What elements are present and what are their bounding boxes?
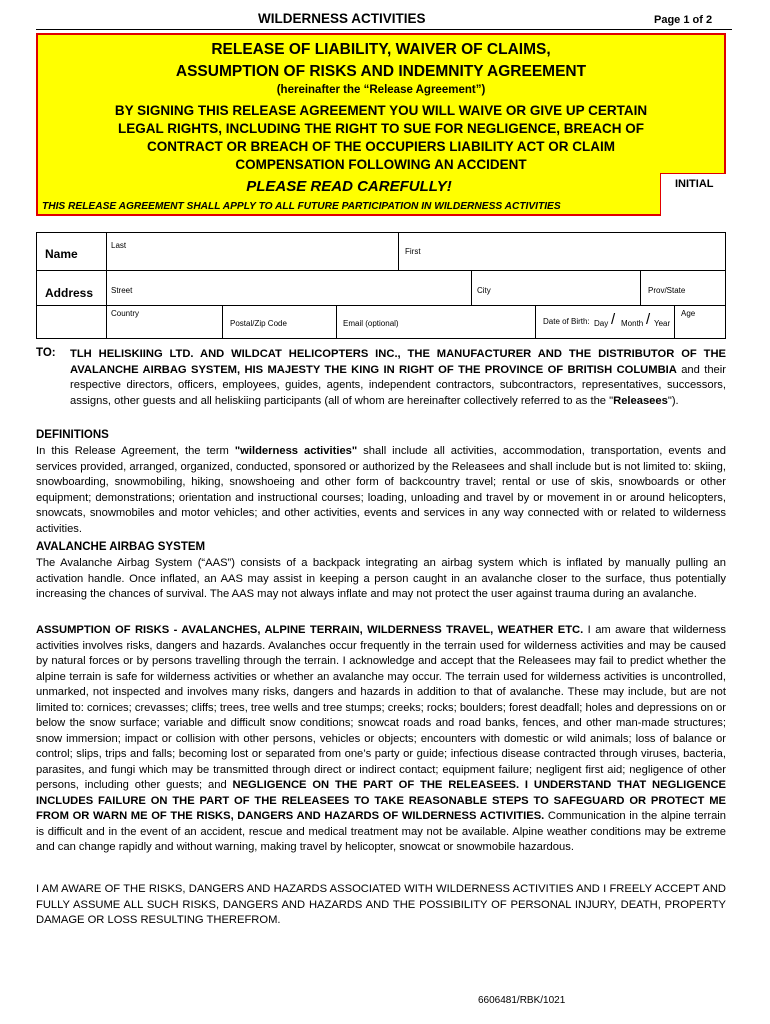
- warning-line2: LEGAL RIGHTS, INCLUDING THE RIGHT TO SUE FOR NEGLIGENCE, BREACH OF: [117, 121, 645, 136]
- definitions-paragraph: [36, 444, 726, 537]
- please-read-notice: PLEASE READ CAREFULLY!: [246, 178, 452, 195]
- definitions-term: "wilderness activities": [234, 445, 358, 457]
- dob-slash: /: [611, 311, 616, 328]
- email-field[interactable]: Email (optional): [343, 319, 399, 328]
- airbag-paragraph: The Avalanche Airbag System (“AAS”) consists of a backpack integrating an airbag system which is inflated by manually pulling an activation handle. Once inflated, an AAS may assist in keeping a person caught in an avalanche closer to the surface, thus potentially increasing the chances of survival. The AAS may not always inflate and may not protect the user against trauma during an avalanche.: [36, 557, 726, 600]
- to-end: ").: [667, 394, 679, 407]
- release-title-line1: RELEASE OF LIABILITY, WAIVER OF CLAIMS,: [211, 41, 551, 58]
- name-label: Name: [45, 247, 78, 261]
- warning-line4: COMPENSATION FOLLOWING AN ACCIDENT: [235, 157, 527, 172]
- form-divider: [336, 305, 337, 338]
- postal-code-field[interactable]: Postal/Zip Code: [230, 319, 287, 328]
- page-number: Page 1 of 2: [654, 14, 713, 26]
- aware-paragraph: I AM AWARE OF THE RISKS, DANGERS AND HAZARDS ASSOCIATED WITH WILDERNESS ACTIVITIES AND I FREELY ACCEPT AND FULLY ASSUME ALL SUCH RISKS, DANGERS AND HAZARDS AND THE POSSIBILITY OF PERSONAL INJURY, DEATH, PROPERTY DAMAGE OR LOSS RESULTING THEREFROM.: [36, 883, 726, 926]
- dob-day-field[interactable]: Day: [594, 319, 609, 328]
- dob-label: Date of Birth:: [543, 317, 590, 326]
- negligence-clause: NEGLIGENCE ON THE PART OF THE RELEASEES. I UNDERSTAND THAT NEGLIGENCE INCLUDES FAILURE ON THE PART OF THE RELEASEES TO TAKE REASONABLE STEPS TO SAFEGUARD OR PROTECT ME FROM OR WARN ME OF THE RISKS, DANGERS AND HAZARDS OF WILDERNESS ACTIVITIES.: [36, 779, 726, 822]
- form-divider: [37, 270, 725, 271]
- definitions-text: In this Release Agreement, the term: [36, 445, 235, 457]
- apply-notice: THIS RELEASE AGREEMENT SHALL APPLY TO ALL FUTURE PARTICIPATION IN WILDERNESS ACTIVITIES: [42, 201, 561, 212]
- dob-slash: /: [646, 311, 651, 328]
- form-divider: [106, 233, 107, 338]
- release-notice-box: [36, 33, 726, 216]
- header-rule: [36, 29, 732, 30]
- street-field[interactable]: Street: [111, 286, 133, 295]
- to-paragraph: [70, 347, 726, 409]
- initial-field[interactable]: [660, 173, 726, 216]
- dob-year-field[interactable]: Year: [654, 319, 671, 328]
- risks-text: I am aware that wilderness activities involves risks, dangers and hazards. Avalanches occur frequently in the terrain used for wilderness activities and may be caused by natural forces or by persons travelling through the terrain. I acknowledge and accept that the Releasees may fail to predict whether the alpine terrain is safe for wilderness activities or whether an avalanche may occur. The terrain used for wilderness activities is uncontrolled, unmarked, not inspected and involves many risks, dangers and hazards in addition to that of avalanche. These may include, but are not limited to: cornices; crevasses; cliffs; trees, tree wells and tree stumps; creeks; rocks; boulders; forest deadfall; holes and depressions on or below the snow surface; variable and difficult snow conditions; snowcat roads and road banks, fences, and other man-made structures; snow immersion; impact or collision with other persons, vehicles or objects; encounters with domestic or wild animals; loss of balance or control; slips, trips and falls; becoming lost or separated from one’s party or guide; infectious disease contracted through viruses, bacteria, parasites, and fungi which may be transmitted through direct or indirect contact; equipment failure; negligent first aid; negligence of other persons, including other guests; and: [36, 624, 727, 791]
- participant-form: [36, 232, 726, 339]
- initial-label: INITIAL: [675, 178, 714, 190]
- age-field[interactable]: Age: [681, 309, 696, 318]
- release-title-line2: ASSUMPTION OF RISKS AND INDEMNITY AGREEMENT: [175, 63, 587, 80]
- risks-paragraph: [36, 623, 726, 856]
- form-divider: [37, 305, 725, 306]
- form-divider: [398, 233, 399, 270]
- risks-heading: ASSUMPTION OF RISKS - AVALANCHES, ALPINE TERRAIN, WILDERNESS TRAVEL, WEATHER ETC.: [36, 624, 584, 636]
- prov-state-field[interactable]: Prov/State: [648, 286, 686, 295]
- form-divider: [471, 270, 472, 305]
- releasees-term: Releasees: [613, 394, 668, 407]
- releasee-parties: TLH HELISKIING LTD. AND WILDCAT HELICOPTERS INC., THE MANUFACTURER AND THE DISTRIBUTOR OF THE AVALANCHE AIRBAG SYSTEM, HIS MAJESTY THE KING IN RIGHT OF THE PROVINCE OF BRITISH COLUMBIA: [70, 348, 726, 376]
- dob-month-field[interactable]: Month: [621, 319, 644, 328]
- first-name-field[interactable]: First: [405, 247, 421, 256]
- form-divider: [640, 270, 641, 305]
- form-divider: [674, 305, 675, 338]
- address-label: Address: [45, 286, 94, 300]
- country-field[interactable]: Country: [111, 309, 140, 318]
- warning-line3: CONTRACT OR BREACH OF THE OCCUPIERS LIABILITY ACT OR CLAIM: [147, 139, 615, 154]
- document-code: 6606481/RBK/1021: [478, 995, 566, 1006]
- to-body: and their respective directors, officers, employees, guides, agents, independent contractors, subcontractors, representatives, successors, assigns, other guests and all heliskiing participants (all of whom are hereinafter collectively referred to as the ": [70, 363, 726, 407]
- definitions-text: shall include all activities, accommodation, transportation, events and services provided, arranged, organized, conducted, sponsored or authorized by the Releasees and shall include but is not limited to: skiing, snowboarding, snowmobiling, hiking, snowshoeing and other form of backcountry travel; rental or use of skis, snowboards or other equipment; demonstrations; orientation and instructional courses; loading, unloading and travel by or movement in or around helicopters, snowcats, snowmobiles and motor vehicles; and other activities, events and services in any way connected with or related to wilderness activities.: [36, 445, 726, 535]
- definitions-heading: DEFINITIONS: [36, 429, 109, 441]
- document-title: WILDERNESS ACTIVITIES: [258, 11, 426, 26]
- city-field[interactable]: City: [477, 286, 491, 295]
- risks-text: Communication in the alpine terrain is difficult and in the event of an accident, rescue and medical treatment may not be available. Alpine weather conditions may be extreme and can change rapidly and without warning, making travel by helicopter, snowcat or snowmobile hazardous.: [36, 810, 726, 853]
- form-divider: [535, 305, 536, 338]
- release-subtitle: (hereinafter the “Release Agreement”): [276, 84, 486, 96]
- form-divider: [222, 305, 223, 338]
- warning-line1: BY SIGNING THIS RELEASE AGREEMENT YOU WILL WAIVE OR GIVE UP CERTAIN: [114, 103, 648, 118]
- last-name-field[interactable]: Last: [111, 241, 127, 250]
- to-label: TO:: [36, 347, 56, 359]
- airbag-heading: AVALANCHE AIRBAG SYSTEM: [36, 541, 206, 553]
